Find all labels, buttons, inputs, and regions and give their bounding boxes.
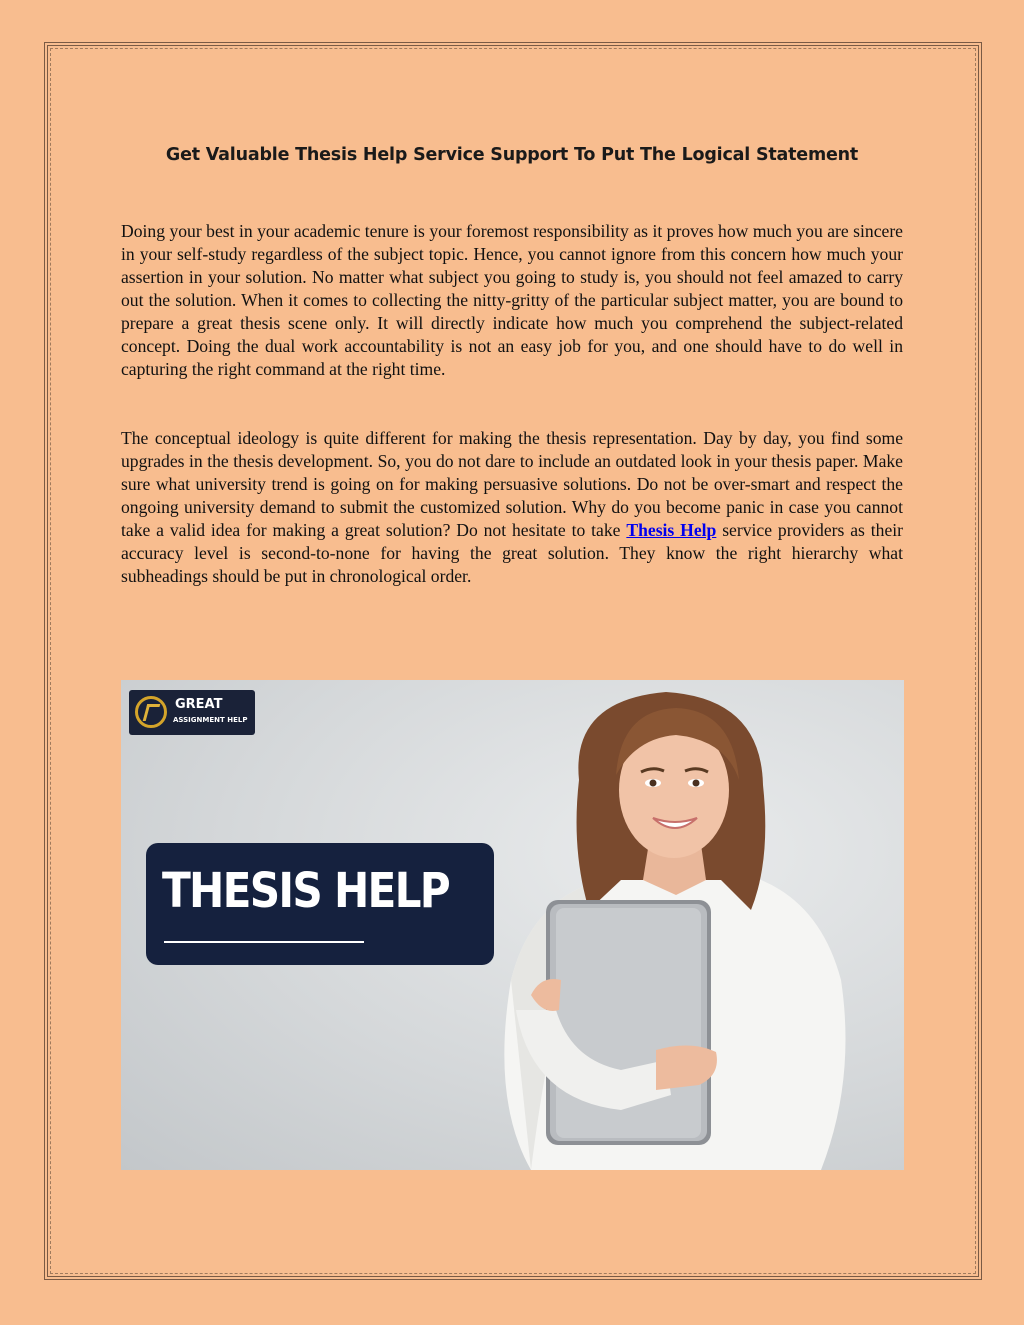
promo-image [121, 680, 904, 1170]
paragraph-1: Doing your best in your academic tenure is your foremost responsibility as it proves how much you are sincere in your self-study regardless of the subject topic. Hence, you cannot ignore from this concern how much your assertion in your solution. No matter what subject you going to study is, you should not feel amazed to carry out the solution. When it comes to collecting the nitty-gritty of the particular subject matter, you are bound to prepare a great thesis scene only. It will directly indicate how much you comprehend the subject-related concept. Doing the dual work accountability is not an easy job for you, and one should have to do well in capturing the right command at the right time. [121, 221, 903, 379]
logo-title: GREAT [175, 697, 223, 712]
logo-emblem-icon [135, 696, 167, 728]
woman-with-laptop-illustration [471, 680, 904, 1170]
document-title: Get Valuable Thesis Help Service Support To Put The Logical Statement [165, 145, 859, 165]
thesis-help-banner [146, 843, 494, 965]
logo-subtitle: ASSIGNMENT HELP [173, 716, 248, 724]
banner-underline [164, 941, 364, 943]
banner-title: THESIS HELP [162, 863, 450, 919]
thesis-help-link[interactable]: Thesis Help [626, 520, 717, 540]
paragraph-2-text-after: service providers as their accuracy level is second-to-none for having the great solution. They know the right hierarchy what subheadings should be put in chronological order. [121, 520, 903, 586]
paragraph-2-text-before: The conceptual ideology is quite different for making the thesis representation. Day by day, you find some upgrades in the thesis development. So, you do not dare to include an outdated look in your thesis paper. Make sure what university trend is going on for making persuasive solutions. Do not be over-smart and respect the ongoing university demand to submit the customized solution. Why do you become panic in case you cannot take a valid idea for making a great solution? Do not hesitate to take [121, 428, 903, 540]
paragraph-2 [121, 427, 903, 588]
brand-logo [129, 690, 255, 735]
